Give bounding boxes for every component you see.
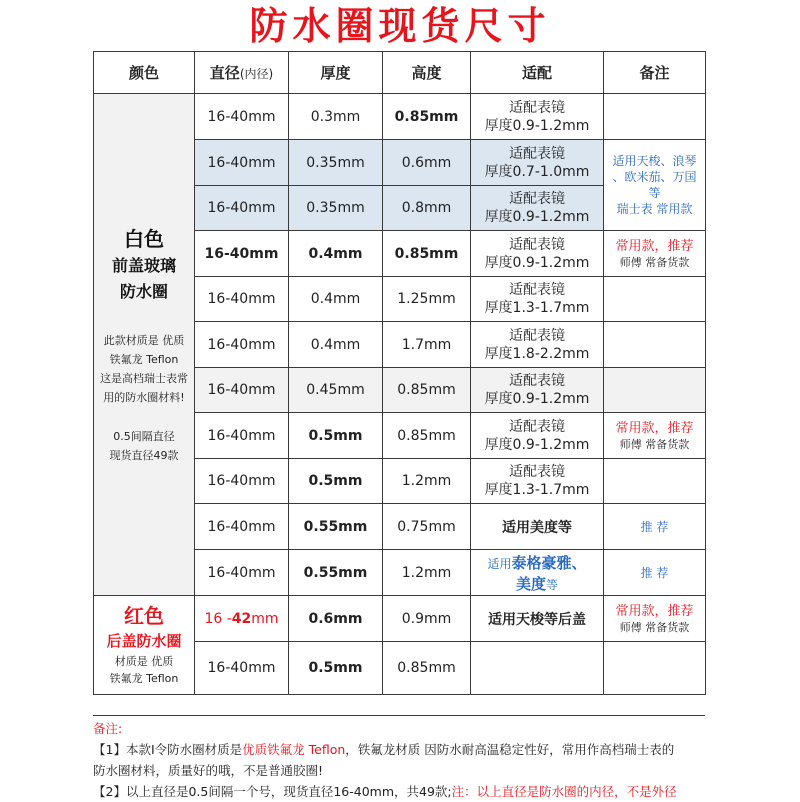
thickness-cell: 0.4mm (289, 277, 383, 322)
header-fit: 适配 (471, 52, 604, 94)
white-group-label: 白色 前盖玻璃 防水圈 此款材质是 优质 铁氟龙 Teflon 这是高档瑞士表常 用的防水圈材料! 0.5间隔直径 现货直径49款 (94, 94, 195, 596)
thickness-cell: 0.5mm (289, 642, 383, 695)
fit-cell: 适用泰格豪雅、 美度等 (471, 550, 604, 596)
fit-cell: 适用天梭等后盖 (471, 596, 604, 642)
table-row (94, 94, 706, 140)
thickness-cell: 0.3mm (289, 94, 383, 140)
fit-cell: 适配表镜 厚度0.9-1.2mm (471, 186, 604, 231)
note-cell-recommend: 推 荐 (604, 550, 706, 596)
height-cell: 1.2mm (383, 550, 471, 596)
header-note: 备注 (604, 52, 706, 94)
diameter-cell: 16-40mm (195, 459, 289, 504)
diameter-cell: 16-40mm (195, 140, 289, 186)
height-cell: 1.2mm (383, 459, 471, 504)
note-cell (604, 459, 706, 504)
footer-line: 【1】本款I令防水圈材质是优质铁氟龙 Teflon，铁氟龙材质 因防水耐高温稳定性好，常用作高档瑞士表的 (93, 742, 675, 757)
diameter-cell: 16-40mm (195, 504, 289, 550)
fit-cell: 适配表镜 厚度1.8-2.2mm (471, 322, 604, 368)
diameter-cell: 16-40mm (195, 231, 289, 277)
diameter-cell: 16-40mm (195, 642, 289, 695)
fit-cell: 适配表镜 厚度0.9-1.2mm (471, 368, 604, 413)
fit-cell: 适配表镜 厚度0.9-1.2mm (471, 231, 604, 277)
note-cell (604, 94, 706, 140)
size-table (93, 51, 706, 695)
thickness-cell: 0.6mm (289, 596, 383, 642)
thickness-cell: 0.4mm (289, 322, 383, 368)
fit-cell: 适配表镜 厚度1.3-1.7mm (471, 277, 604, 322)
height-cell: 0.85mm (383, 413, 471, 459)
thickness-cell: 0.55mm (289, 550, 383, 596)
note-cell-recommend: 推 荐 (604, 504, 706, 550)
diameter-cell: 16-40mm (195, 550, 289, 596)
height-cell: 0.6mm (383, 140, 471, 186)
header-row (94, 52, 706, 94)
thickness-cell: 0.4mm (289, 231, 383, 277)
red-group-label: 红色 后盖防水圈 材质是 优质 铁氟龙 Teflon (94, 596, 195, 695)
diameter-cell: 16-40mm (195, 94, 289, 140)
note-cell (604, 277, 706, 322)
diameter-cell: 16-40mm (195, 322, 289, 368)
height-cell: 1.7mm (383, 322, 471, 368)
height-cell: 1.25mm (383, 277, 471, 322)
fit-cell: 适用美度等 (471, 504, 604, 550)
note-cell (604, 642, 706, 695)
thickness-cell: 0.55mm (289, 504, 383, 550)
footer-heading: 备注: (93, 721, 123, 736)
footer-line: 【2】以上直径是0.5间隔一个号，现货直径16-40mm，共49款;注：以上直径是防水圈的内径，不是外径 (93, 784, 677, 799)
diameter-cell: 16-40mm (195, 277, 289, 322)
height-cell: 0.75mm (383, 504, 471, 550)
page-title: 防水圈现货尺寸 (249, 4, 551, 48)
fit-cell: 适配表镜 厚度0.9-1.2mm (471, 413, 604, 459)
diameter-cell: 16-40mm (195, 368, 289, 413)
fit-cell (471, 642, 604, 695)
height-cell: 0.85mm (383, 94, 471, 140)
note-cell-common: 常用款，推荐 师傅 常备货款 (604, 231, 706, 277)
fit-cell: 适配表镜 厚度1.3-1.7mm (471, 459, 604, 504)
header-height: 高度 (383, 52, 471, 94)
height-cell: 0.85mm (383, 368, 471, 413)
footer-notes (93, 715, 705, 802)
thickness-cell: 0.5mm (289, 413, 383, 459)
diameter-cell: 16-40mm (195, 186, 289, 231)
fit-cell: 适配表镜 厚度0.7-1.0mm (471, 140, 604, 186)
height-cell: 0.85mm (383, 642, 471, 695)
height-cell: 0.8mm (383, 186, 471, 231)
height-cell: 0.9mm (383, 596, 471, 642)
fit-cell: 适配表镜 厚度0.9-1.2mm (471, 94, 604, 140)
diameter-cell: 16-40mm (195, 413, 289, 459)
thickness-cell: 0.35mm (289, 140, 383, 186)
header-thickness: 厚度 (289, 52, 383, 94)
note-cell-common: 常用款，推荐 师傅 常备货款 (604, 596, 706, 642)
note-cell (604, 322, 706, 368)
header-diameter: 直径(内径) (195, 52, 289, 94)
height-cell: 0.85mm (383, 231, 471, 277)
footer-line: 防水圈材料，质量好的哦，不是普通胶圈! (93, 763, 324, 778)
thickness-cell: 0.5mm (289, 459, 383, 504)
header-color: 颜色 (94, 52, 195, 94)
table-row (94, 596, 706, 642)
note-cell-brands: 适用天梭、浪琴 、欧米茄、万国 等 瑞士表 常用款 (604, 140, 706, 231)
note-cell (604, 368, 706, 413)
note-cell-common: 常用款，推荐 师傅 常备货款 (604, 413, 706, 459)
diameter-cell: 16 -42mm (195, 596, 289, 642)
thickness-cell: 0.35mm (289, 186, 383, 231)
thickness-cell: 0.45mm (289, 368, 383, 413)
